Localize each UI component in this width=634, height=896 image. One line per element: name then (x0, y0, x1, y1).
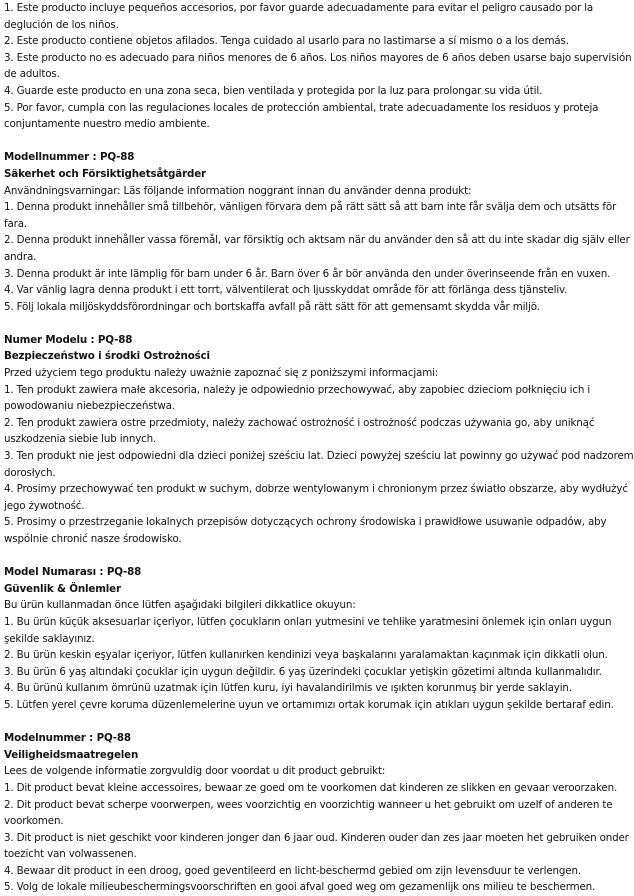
model-number: Model Numarası : PQ-88 (4, 566, 142, 579)
list-item: 3. Dit product is niet geschikt voor kinderen jonger dan 6 jaar oud. Kinderen ouder dan zes jaar moeten het gebruiken onder toezicht van volwassenen. (4, 831, 629, 861)
model-number: Numer Modelu : PQ-88 (4, 333, 133, 346)
section-intro: Bu ürün kullanmadan önce lütfen aşağıdaki bilgileri dikkatlice okuyun: (4, 599, 356, 612)
section-title: Bezpieczeństwo i środki Ostrożności (4, 350, 210, 363)
list-item: 1. Bu ürün küçük aksesuarlar içeriyor, lütfen çocukların onları yutmesini ve tehlike yaratmesini önlemek için onları uygun şekilde saklayınız. (4, 615, 612, 645)
list-item: 4. Bu ürünü kullanım ömrünü uzatmak için lütfen kuru, iyi havalandirilmis ve ışıkten korunmuş bir yerde saklayin. (4, 682, 572, 695)
section-intro: Przed użyciem tego produktu należy uważnie zapoznać się z poniższymi informacjami: (4, 367, 439, 380)
list-item: 5. Volg de lokale milieubeschermingsvoorschriften en gooi afval goed weg om gezamenlijk ons milieu te beschermen. (4, 881, 596, 894)
list-item: 2. Dit product bevat scherpe voorwerpen, wees voorzichtig en voorzichtig wanneer u het gebruikt om uzelf of anderen te voorkomen. (4, 798, 613, 828)
list-item: 3. Bu ürün 6 yaş altındaki çocuklar için uygun değildir. 6 yaş üzerindeki çocuklar yetişkin gözetimi altında kullanmalıdır. (4, 665, 602, 678)
section-spanish (4, 0, 634, 133)
list-item: 2. Denna produkt innehåller vassa föremål, var försiktig och aktsam när du använder den så att du inte skadar dig själv eller andra. (4, 234, 630, 263)
model-number: Modellnummer : PQ-88 (4, 151, 135, 164)
list-item: 2. Este producto contiene objetos afilados. Tenga cuidado al usarlo para no lastimarse a sí mismo o a los demás. (4, 35, 569, 48)
list-item: 2. Ten produkt zawiera ostre przedmioty, należy zachować ostrożność i ostrożność podczas używania go, aby uniknąć uszkodzenia siebie lub innych. (4, 416, 595, 446)
list-item: 3. Denna produkt är inte lämplig för barn under 6 år. Barn över 6 år bör använda den under överinseende från en vuxen. (4, 267, 611, 280)
list-item: 3. Ten produkt nie jest odpowiedni dla dzieci poniżej sześciu lat. Dzieci powyżej sześciu lat powinny go używać pod nadzorem dorosłych. (4, 450, 634, 479)
list-item: 1. Dit product bevat kleine accessoires, bewaar ze goed om te voorkomen dat kinderen ze slikken en gevaar veroorzaken. (4, 781, 618, 794)
list-item: 2. Bu ürün keskin eşyalar içeriyor, lütfen kullanırken kendinizi veya başkalarını yaralamaktan kaçınmak için dikkatli olun. (4, 649, 608, 662)
section-intro: Användningsvarningar: Läs följande information noggrant innan du använder denna produkt: (4, 184, 472, 197)
section-title: Säkerhet och Försiktighetsåtgärder (4, 167, 206, 180)
list-item: 5. Prosimy o przestrzeganie lokalnych przepisów dotyczących ochrony środowiska i prawidłowe usuwanie odpadów, aby wspólnie chronić nasze środowisko. (4, 516, 607, 545)
list-item: 5. Lütfen yerel çevre koruma düzenlemelerine uyun ve ortamımızı ortak korumak için atıkları uygun şekilde bertaraf edin. (4, 698, 614, 711)
section-turkish (4, 564, 634, 713)
section-title: Güvenlik & Önlemler (4, 582, 121, 595)
section-swedish (4, 149, 634, 315)
list-item: 4. Var vänlig lagra denna produkt i ett torrt, välventilerat och ljusskyddat område för att förlänga dess tjänsteliv. (4, 284, 568, 297)
list-item: 1. Ten produkt zawiera małe akcesoria, należy je odpowiednio przechowywać, aby zapobiec dzieciom połknięciu ich i powodowaniu niebezpieczeństwa. (4, 383, 591, 413)
list-item: 1. Denna produkt innehåller små tillbehör, vänligen förvara dem på rätt sätt så att barn inte får svälja dem och utsätts för fara. (4, 201, 617, 230)
section-intro: Lees de volgende informatie zorgvuldig door voordat u dit product gebruikt: (4, 765, 386, 778)
section-dutch (4, 730, 634, 896)
list-item: 4. Guarde este producto en una zona seca, bien ventilada y protegida por la luz para prolongar su vida útil. (4, 84, 543, 97)
list-item: 4. Prosimy przechowywać ten produkt w suchym, dobrze wentylowanym i chronionym przez światło obszarze, aby wydłużyć jego żywotność. (4, 483, 628, 512)
section-title: Veiligheidsmaatregelen (4, 748, 139, 761)
list-item: 4. Bewaar dit product in een droog, goed geventileerd en licht-beschermd gebied om zijn levensduur te verlengen. (4, 864, 581, 877)
list-item: 5. Por favor, cumpla con las regulaciones locales de protección ambiental, trate adecuadamente los residuos y proteja conjuntamente nuestro medio ambiente. (4, 101, 599, 131)
section-polish (4, 332, 634, 548)
list-item: 3. Este producto no es adecuado para niños menores de 6 años. Los niños mayores de 6 años deben usarse bajo supervisión de adultos. (4, 51, 632, 81)
list-item: 5. Följ lokala miljöskyddsförordningar och bortskaffa avfall på rätt sätt för att gemensamt skydda vår miljö. (4, 300, 540, 313)
model-number: Modelnummer : PQ-88 (4, 732, 131, 745)
list-item: 1. Este producto incluye pequeños accesorios, por favor guarde adecuadamente para evitar el peligro causado por la deglución de los niños. (4, 2, 594, 31)
